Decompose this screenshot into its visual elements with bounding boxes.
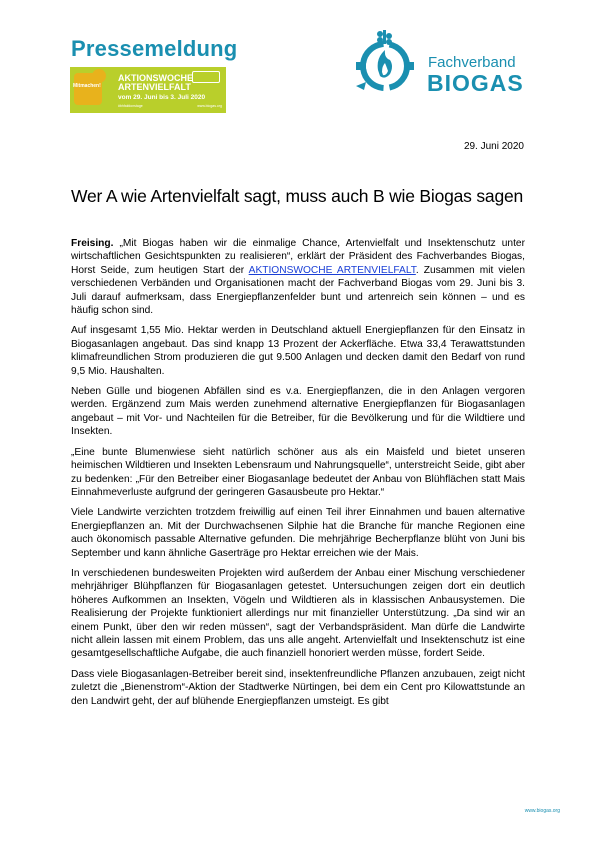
- press-release-title: Pressemeldung: [71, 36, 238, 61]
- banner-line2: ARTENVIELFALT: [118, 82, 191, 92]
- headline: Wer A wie Artenvielfalt sagt, muss auch B wie Biogas sagen: [71, 186, 524, 206]
- footer-url[interactable]: www.biogas.org: [524, 808, 560, 814]
- dateline: Freising.: [71, 238, 114, 249]
- aktionswoche-banner[interactable]: [70, 67, 226, 113]
- fachverband-biogas-logo-icon: [352, 26, 418, 102]
- logo-text-fachverband: Fachverband: [428, 54, 516, 71]
- banner-dates: vom 29. Juni bis 3. Juli 2020: [118, 94, 206, 101]
- paragraph-5: Viele Landwirte verzichten trotzdem freiwillig auf einen Teil ihrer Einnahmen und bauen alternative Energiepflanzen an. Mit der Durchwachsenen Silphie hat die Branche für manche Regionen eine auch ökonomisch passable Alternative gefunden. Die mehrjährige Becherpflanze blüht von Juni bis September und kann ähnliche Gaserträge pro Hektar erreichen wie der Mais.: [71, 507, 525, 559]
- aktionswoche-link[interactable]: AKTIONSWOCHE ARTENVIELFALT: [248, 264, 416, 276]
- paragraph-2: Auf insgesamt 1,55 Mio. Hektar werden in Deutschland aktuell Energiepflanzen für den Einsatz in Biogasanlagen angebaut. Das sind knapp 13 Prozent der Ackerfläche. Etwa 33,4 Terawattstunden klimafreundlichen Strom produzieren die gut 9.500 Anlagen und decken damit den Bedarf von rund 9,5 Mio. Haushalten.: [71, 325, 525, 377]
- paragraph-3: Neben Gülle und biogenen Abfällen sind es v.a. Energiepflanzen, die in den Anlagen vergoren werden. Ergänzend zum Mais werden zunehmend alternative Energiepflanzen für Biogasanlagen angebaut – mit Vor- und Nachteilen für die Betreiber, für die Bevölkerung und für die Wildtiere und Insekten.: [71, 386, 525, 438]
- banner-url: www.biogas.org: [197, 104, 222, 108]
- paragraph-1: [71, 237, 525, 317]
- paragraph-6: In verschiedenen bundesweiten Projekten wird außerdem der Anbau einer Mischung verschiedener mehrjähriger Blühpflanzen für Biogasanlagen getestet. Untersuchungen zeigen dort ein deutlich höheres Aufkommen an Insekten, Vögeln und Wildtieren als in klassischen Anbausystemen. Die Realisierung der Projekte funktioniert allerdings nur mit finanzieller Unterstützung. „Da sind wir an einem Punkt, über den wir reden müssen“, sagt der Verbandspräsident. Man dürfe die Landwirte nicht allein lassen mit einem Problem, das uns alle angeht. Artenvielfalt und Insektenschutz ist eine gesamtgesellschaftliche Aufgabe, die auch finanziell honoriert werden müsse, fordert Seide.: [71, 567, 525, 660]
- paragraph-1-text-a: „Mit Biogas haben wir die einmalige Chance, Artenvielfalt und Insektenschutz unter wirtschaftlichen Gesichtspunkten zu realisieren“, erklärt der Präsident des Fachverbandes Biogas, Horst Seide, zum heutigen Start der: [71, 238, 525, 276]
- puzzle-icon: [74, 73, 102, 105]
- logo-text-biogas: BIOGAS: [427, 70, 524, 96]
- paragraph-4: „Eine bunte Blumenwiese sieht natürlich schöner aus als ein Maisfeld und bietet unseren heimischen Wildtieren und Insekten Lebensraum und Nahrungsquelle“, unterstreicht Seide, gibt aber zu bedenken: „Für den Betreiber einer Biogasanlage bedeutet der Anbau von Blühflächen statt Mais Einnahmeverluste aufgrund der geringeren Gasausbeute pro Hektar.“: [71, 446, 525, 498]
- paragraph-1-text-b: . Zusammen mit vielen verschiedenen Verbänden und Organisationen macht der Fachverband Biogas vom 29. Juni bis 3. Juli darauf aufmerksam, dass Energiepflanzenfelder bunt und artenreich sein können – und es häufig schon sind.: [71, 264, 526, 317]
- article-body: [71, 237, 525, 715]
- banner-puzzle-label: Mitmachen!: [73, 83, 101, 89]
- paragraph-7: Dass viele Biogasanlagen-Betreiber bereit sind, insektenfreundliche Pflanzen anzubauen, zeigt nicht zuletzt die „Bienenstrom“-Aktion der Stadtwerke Nürtingen, bei dem ein Cent pro Kilowattstunde an den Landwirt geht, der auf blühende Energiepflanzen umsteigt. Es gibt: [71, 668, 525, 707]
- banner-hashtag: #bhfaktionstage: [118, 104, 143, 108]
- banner-line1: AKTIONSWOCHE: [118, 73, 193, 83]
- release-date: 29. Juni 2020: [463, 141, 524, 152]
- banner-logo-icon: [192, 71, 220, 83]
